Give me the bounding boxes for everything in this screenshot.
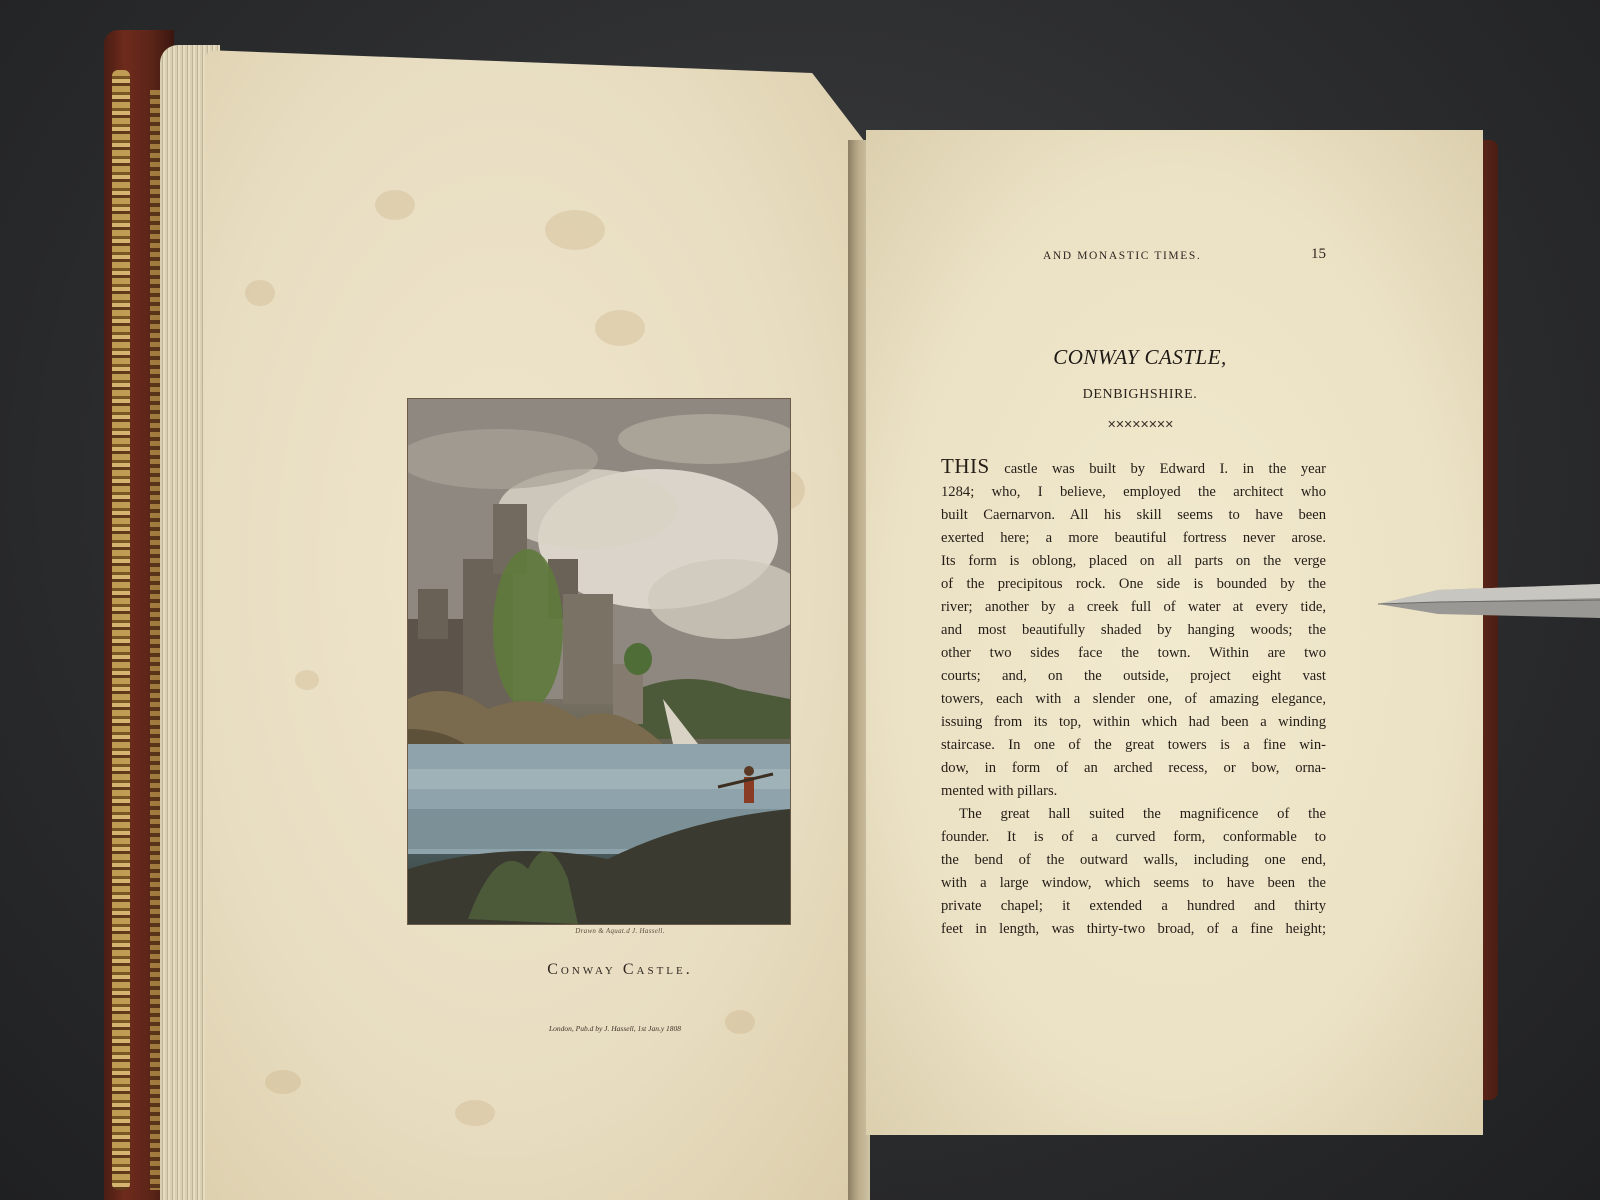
text-line: The great hall suited the magnificence of the — [959, 806, 1326, 822]
text-line: dow, in form of an arched recess, or bow, orna- — [941, 760, 1326, 776]
ornament-divider: ✕✕✕✕✕✕✕✕ — [1107, 419, 1173, 431]
text-line: of the precipitous rock. One side is bounded by the — [941, 576, 1326, 592]
paper-knife — [1378, 574, 1600, 634]
chapter-title: CONWAY CASTLE, — [1053, 345, 1227, 369]
text-line: exerted here; a more beautiful fortress never arose. — [941, 530, 1326, 546]
castle-engraving-plate — [407, 398, 791, 925]
paragraph-2 — [941, 803, 1326, 941]
text-line: and most beautifully shaded by hanging woods; the — [941, 622, 1326, 638]
text-line: other two sides face the town. Within are two — [941, 645, 1326, 661]
chapter-subtitle: DENBIGHSHIRE. — [1082, 387, 1198, 402]
text-line: courts; and, on the outside, project eight vast — [941, 668, 1326, 684]
plate-title: Conway Castle. — [547, 961, 693, 978]
text-line: staircase. In one of the great towers is a fine win- — [941, 737, 1326, 753]
text-line: issuing from its top, within which had been a winding — [941, 714, 1326, 730]
text-line: built Caernarvon. All his skill seems to have been — [941, 507, 1326, 523]
text-line: 1284; who, I believe, employed the architect who — [941, 484, 1326, 500]
body-text — [941, 455, 1326, 941]
text-line: river; another by a creek full of water at every tide, — [941, 599, 1326, 615]
text-line: THIS castle was built by Edward I. in the year — [941, 454, 1326, 478]
drop-cap-word: THIS — [941, 454, 990, 478]
gilt-tooling-left-inner — [150, 90, 160, 1190]
text-line: with a large window, which seems to have been the — [941, 875, 1326, 891]
text-line: founder. It is of a curved form, conformable to — [941, 829, 1326, 845]
plate-credit: Drawn & Aquat.d J. Hassell. — [575, 927, 665, 935]
running-head: AND MONASTIC TIMES. — [1043, 250, 1202, 262]
text-line: private chapel; it extended a hundred and thirty — [941, 898, 1326, 914]
plate-publisher-line: London, Pub.d by J. Hassell, 1st Jan.y 1808 — [548, 1024, 682, 1033]
paragraph-1 — [941, 455, 1326, 803]
gilt-tooling-left — [112, 70, 130, 1190]
text-line: towers, each with a slender one, of amazing elegance, — [941, 691, 1326, 707]
text-line: the bend of the outward walls, including one end, — [941, 852, 1326, 868]
text-line: mented with pillars. — [941, 783, 1058, 799]
text-line: Its form is oblong, placed on all parts on the verge — [941, 553, 1326, 569]
page-number: 15 — [1311, 246, 1326, 262]
text-line: feet in length, was thirty-two broad, of a fine height; — [941, 921, 1326, 937]
